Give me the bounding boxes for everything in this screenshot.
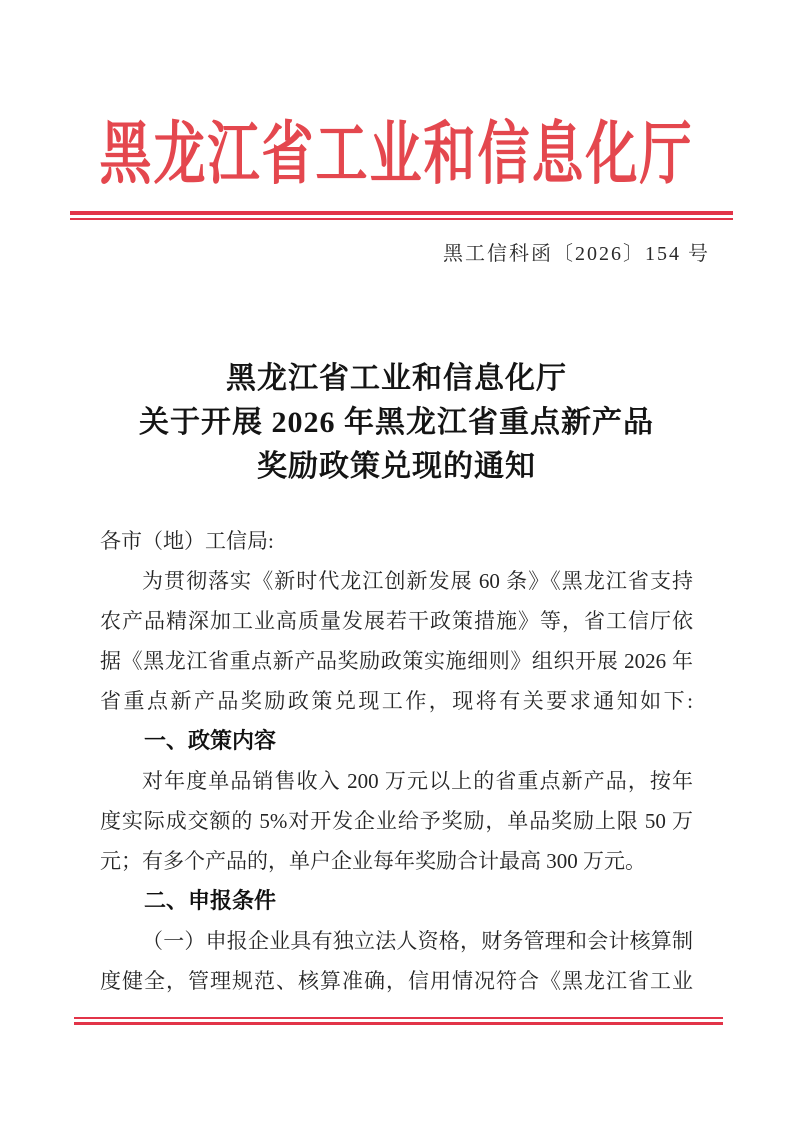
paragraph-1-line: 据《黑龙江省重点新产品奖励政策实施细则》组织开展 2026 年 <box>100 649 693 673</box>
paragraph-1-line: 农产品精深加工业高质量发展若干政策措施》等，省工信厅依 <box>100 609 693 633</box>
divider-thin-line <box>70 218 733 220</box>
title-line-3: 奖励政策兑现的通知 <box>257 450 536 483</box>
divider-thick-line <box>74 1022 723 1025</box>
document-body <box>100 521 693 1001</box>
title-line-1: 黑龙江省工业和信息化厅 <box>226 362 567 395</box>
paragraph-3-line: （一）申报企业具有独立法人资格，财务管理和会计核算制 <box>142 929 693 953</box>
title-line-2: 关于开展 2026 年黑龙江省重点新产品 <box>139 406 654 439</box>
section-heading-2: 二、申报条件 <box>144 888 277 913</box>
section-heading-1: 一、政策内容 <box>144 728 277 753</box>
paragraph-2-line: 对年度单品销售收入 200 万元以上的省重点新产品，按年 <box>142 769 693 793</box>
letterhead-divider <box>70 211 733 220</box>
paragraph-1-line: 为贯彻落实《新时代龙江创新发展 60 条》《黑龙江省支持 <box>142 569 693 593</box>
divider-thin-line <box>74 1017 723 1019</box>
document-title <box>0 357 793 489</box>
paragraph-2-line: 度实际成交额的 5%对开发企业给予奖励，单品奖励上限 50 万 <box>100 809 693 833</box>
letterhead-agency-name: 黑龙江省工业和信息化厅 <box>99 118 694 194</box>
divider-thick-line <box>70 211 733 215</box>
paragraph-2-line: 元；有多个产品的，单户企业每年奖励合计最高 300 万元。 <box>100 849 646 873</box>
footer-divider <box>74 1017 723 1025</box>
paragraph-3-line: 度健全，管理规范、核算准确，信用情况符合《黑龙江省工业 <box>100 969 693 993</box>
paragraph-1-line: 省重点新产品奖励政策兑现工作，现将有关要求通知如下: <box>100 689 693 713</box>
salutation: 各市（地）工信局: <box>100 529 274 553</box>
document-reference-number: 黑工信科函〔2026〕154 号 <box>443 243 710 265</box>
